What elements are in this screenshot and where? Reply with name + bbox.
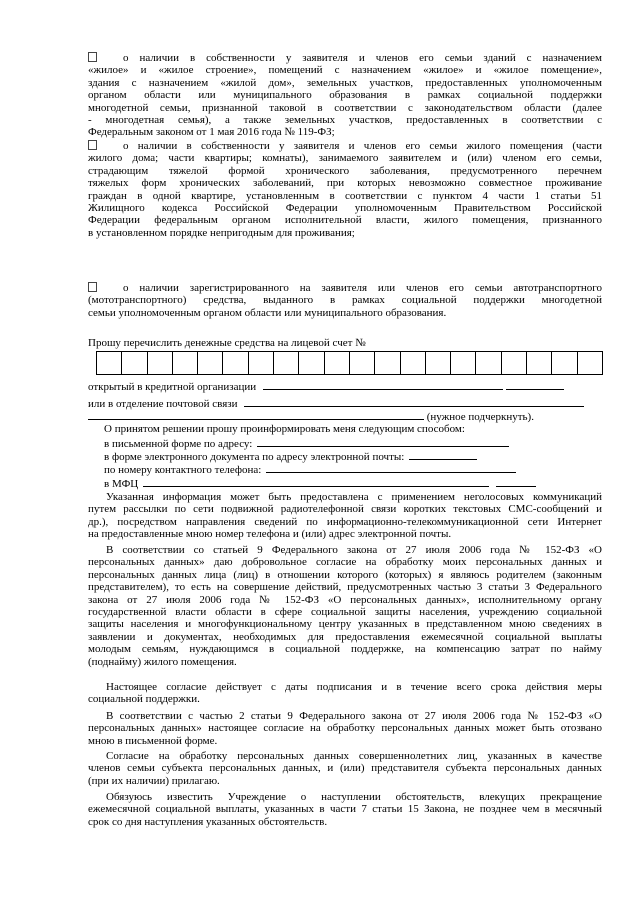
text-line: персональных данных лица (лиц) в отношении которого (которых) я являюсь родителем (законным (88, 568, 602, 581)
text-line: В соответствии со статьей 9 Федерального закона от 27 июля 2006 года № 152-ФЗ «О (106, 544, 602, 556)
text-line: семьи уполномоченным органом области или муниципального образования. (88, 306, 447, 319)
account-digit-cell[interactable] (426, 352, 451, 375)
text-line: тяжелых форм хронических заболеваний, при которых невозможно совместное проживание (88, 177, 602, 190)
text-line: В соответствии с частью 2 статьи 9 Федерального закона от 27 июля 2006 года № 152-ФЗ «О (106, 710, 602, 722)
text-line: граждан в одной квартире, установленным в соответствии с пунктом 4 части 1 статьи 51 (88, 189, 602, 202)
account-digit-cell[interactable] (527, 352, 552, 375)
account-digit-cell[interactable] (325, 352, 350, 375)
text-line: (поднайму) жилого помещения. (88, 655, 237, 668)
account-digit-cell[interactable] (148, 352, 173, 375)
paragraph-validity (88, 681, 602, 706)
notify-written-label[interactable]: в письменной форме по адресу: (104, 438, 253, 450)
text-line: заявлении и документах, необходимых для предоставления ежемесячной социальной выплаты (88, 630, 602, 643)
account-digit-cell[interactable] (502, 352, 527, 375)
text-line: защиты населения и многофункциональному центру указанных в представленном мною сведениях в (88, 618, 602, 631)
text-line: Настоящее согласие действует с даты подписания и в течение всего срока действия меры (106, 681, 602, 693)
text-line: «жилое» и «жилое строение», помещений с назначением «жилое» и «жилое помещение», (88, 64, 602, 77)
account-digit-cell[interactable] (223, 352, 248, 375)
text-line: членов семьи субъекта персональных данных, и (или) представителя субъекта персональных данных (88, 762, 602, 775)
email-field[interactable] (409, 449, 477, 460)
credit-org-row (88, 379, 564, 393)
text-line: срок со дня наступления указанных обстоятельств. (88, 815, 328, 828)
account-digit-cell[interactable] (401, 352, 426, 375)
text-line: многодетной семьи, признанной таковой в соответствии с законодательством области (далее (88, 101, 602, 114)
account-digit-cell[interactable] (173, 352, 198, 375)
account-digit-cell[interactable] (476, 352, 501, 375)
mfc-field-extra[interactable] (496, 476, 536, 487)
account-digit-cell[interactable] (249, 352, 274, 375)
account-digit-cell[interactable] (198, 352, 223, 375)
checkbox-vehicle[interactable] (88, 282, 97, 292)
text-line: страдающим тяжелой формой хронического заболевания, предусмотренного перечнем (88, 164, 602, 177)
text-line: на предоставленные мною номер телефона и (или) адрес электронной почты. (88, 528, 452, 541)
text-line: в установленном порядке непригодным для проживания; (88, 226, 355, 239)
paragraph-consent (88, 544, 602, 668)
credit-org-field-extra[interactable] (506, 379, 564, 390)
post-office-label: или в отделение почтовой связи (88, 398, 238, 410)
text-line: Указанная информация может быть предоставлена с применением неголосовых коммуникаций (106, 491, 602, 503)
paragraph-housing (88, 140, 602, 239)
checkbox-buildings[interactable] (88, 52, 97, 62)
notify-phone-row (104, 462, 516, 476)
text-line: представителем), то есть на совершение действий, предусмотренных частью 3 статьи 3 Федерального (88, 581, 602, 594)
account-digit-cell[interactable] (578, 352, 603, 375)
checkbox-housing[interactable] (88, 140, 97, 150)
text-line: социальной поддержки. (88, 693, 200, 706)
account-digit-cell[interactable] (299, 352, 324, 375)
text-line: персональных данных» даю добровольное согласие на обработку моих персональных данных и (88, 556, 602, 569)
credit-org-label: открытый в кредитной организации (88, 381, 257, 393)
text-line: закона от 27 июля 2006 года № 152-ФЗ «О персональных данных», исполнительному органу (88, 593, 602, 606)
account-number-grid[interactable] (96, 351, 603, 375)
account-digit-cell[interactable] (552, 352, 577, 375)
account-digit-cell[interactable] (97, 352, 122, 375)
post-office-field[interactable] (244, 396, 584, 407)
text-line: жилого дома; части квартиры; комнаты), занимаемого заявителем и (или) членом его семьи, (88, 152, 602, 165)
text-line: здания с назначением «жилой дом», земельных участков, предоставленных уполномоченным (88, 76, 602, 89)
text-line: Согласие на обработку персональных данных совершеннолетних лиц, указанных в качестве (106, 750, 602, 762)
underline-note: (нужное подчеркнуть). (426, 411, 534, 423)
notify-intro: О принятом решении прошу проинформировать меня следующим способом: (104, 423, 465, 435)
notify-phone-label[interactable]: по номеру контактного телефона: (104, 464, 262, 476)
notify-email-label[interactable]: в форме электронного документа по адресу электронной почты: (104, 451, 405, 463)
postal-address-field[interactable] (257, 436, 509, 447)
notify-mfc-row (104, 476, 536, 490)
text-line: органом области или муниципального образования в рамках социальной поддержки (88, 89, 602, 102)
mfc-field[interactable] (143, 476, 489, 487)
text-line: о наличии в собственности у заявителя и членов его семьи жилого помещения (части (88, 140, 602, 152)
credit-org-field[interactable] (263, 379, 503, 390)
text-line: - многодетная семья), а также земельных участков, предоставленных в соответствии с (88, 114, 602, 127)
text-line: Жилищного кодекса Российской Федерации уполномоченным Правительством Российской (88, 202, 602, 215)
text-line: персональных данных» настоящее согласие на обработку персональных данных может быть отозвано (88, 722, 602, 735)
account-digit-cell[interactable] (274, 352, 299, 375)
text-line: путем рассылки по сети подвижной радиотелефонной связи коротких текстовых СМС-сообщений и (88, 503, 602, 516)
text-line: др.), посредством направления сведений по информационно-телекоммуникационной сети Интернет (88, 515, 602, 528)
text-line: ежемесячной социальной выплаты, указанных в части 7 статьи 15 Закона, не позднее чем в месячный (88, 803, 602, 816)
text-line: Федеральным законом от 1 мая 2016 года № 119-ФЗ; (88, 126, 335, 139)
phone-field[interactable] (266, 462, 516, 473)
text-line: Обязуюсь известить Учреждение о наступлении обстоятельств, влекущих прекращение (106, 791, 602, 803)
account-digit-cell[interactable] (350, 352, 375, 375)
account-digit-cell[interactable] (451, 352, 476, 375)
paragraph-buildings (88, 52, 602, 139)
paragraph-info (88, 491, 602, 541)
account-digit-cell[interactable] (122, 352, 147, 375)
text-line: о наличии зарегистрированного на заявителя или членов его семьи автотранспортного (88, 282, 602, 294)
account-digit-cell[interactable] (375, 352, 400, 375)
account-label: Прошу перечислить денежные средства на лицевой счет № (88, 337, 366, 349)
paragraph-adults (88, 750, 602, 787)
text-line: мною в письменной форме. (88, 734, 218, 747)
post-office-field-2[interactable] (88, 409, 424, 420)
notify-mfc-label[interactable]: в МФЦ (104, 478, 139, 490)
text-line: о наличии в собственности у заявителя и членов его семьи зданий с назначением (88, 52, 602, 64)
underline-note-row (88, 409, 534, 423)
paragraph-vehicle (88, 282, 602, 319)
text-line: (при их наличии) прилагаю. (88, 774, 220, 787)
text-line: (мототранспортного) средства, выданного в рамках социальной поддержки многодетной (88, 294, 602, 307)
text-line: государственной власти области в сфере социальной защиты населения, учреждению социальной (88, 606, 602, 619)
text-line: Федерации федеральным органом исполнительной власти, жилого помещения, признанного (88, 214, 602, 227)
text-line: молодым семьям, нуждающимся в социальной поддержке, на компенсацию затрат по найму (88, 643, 602, 656)
paragraph-obligation (88, 791, 602, 828)
paragraph-revoke (88, 710, 602, 747)
